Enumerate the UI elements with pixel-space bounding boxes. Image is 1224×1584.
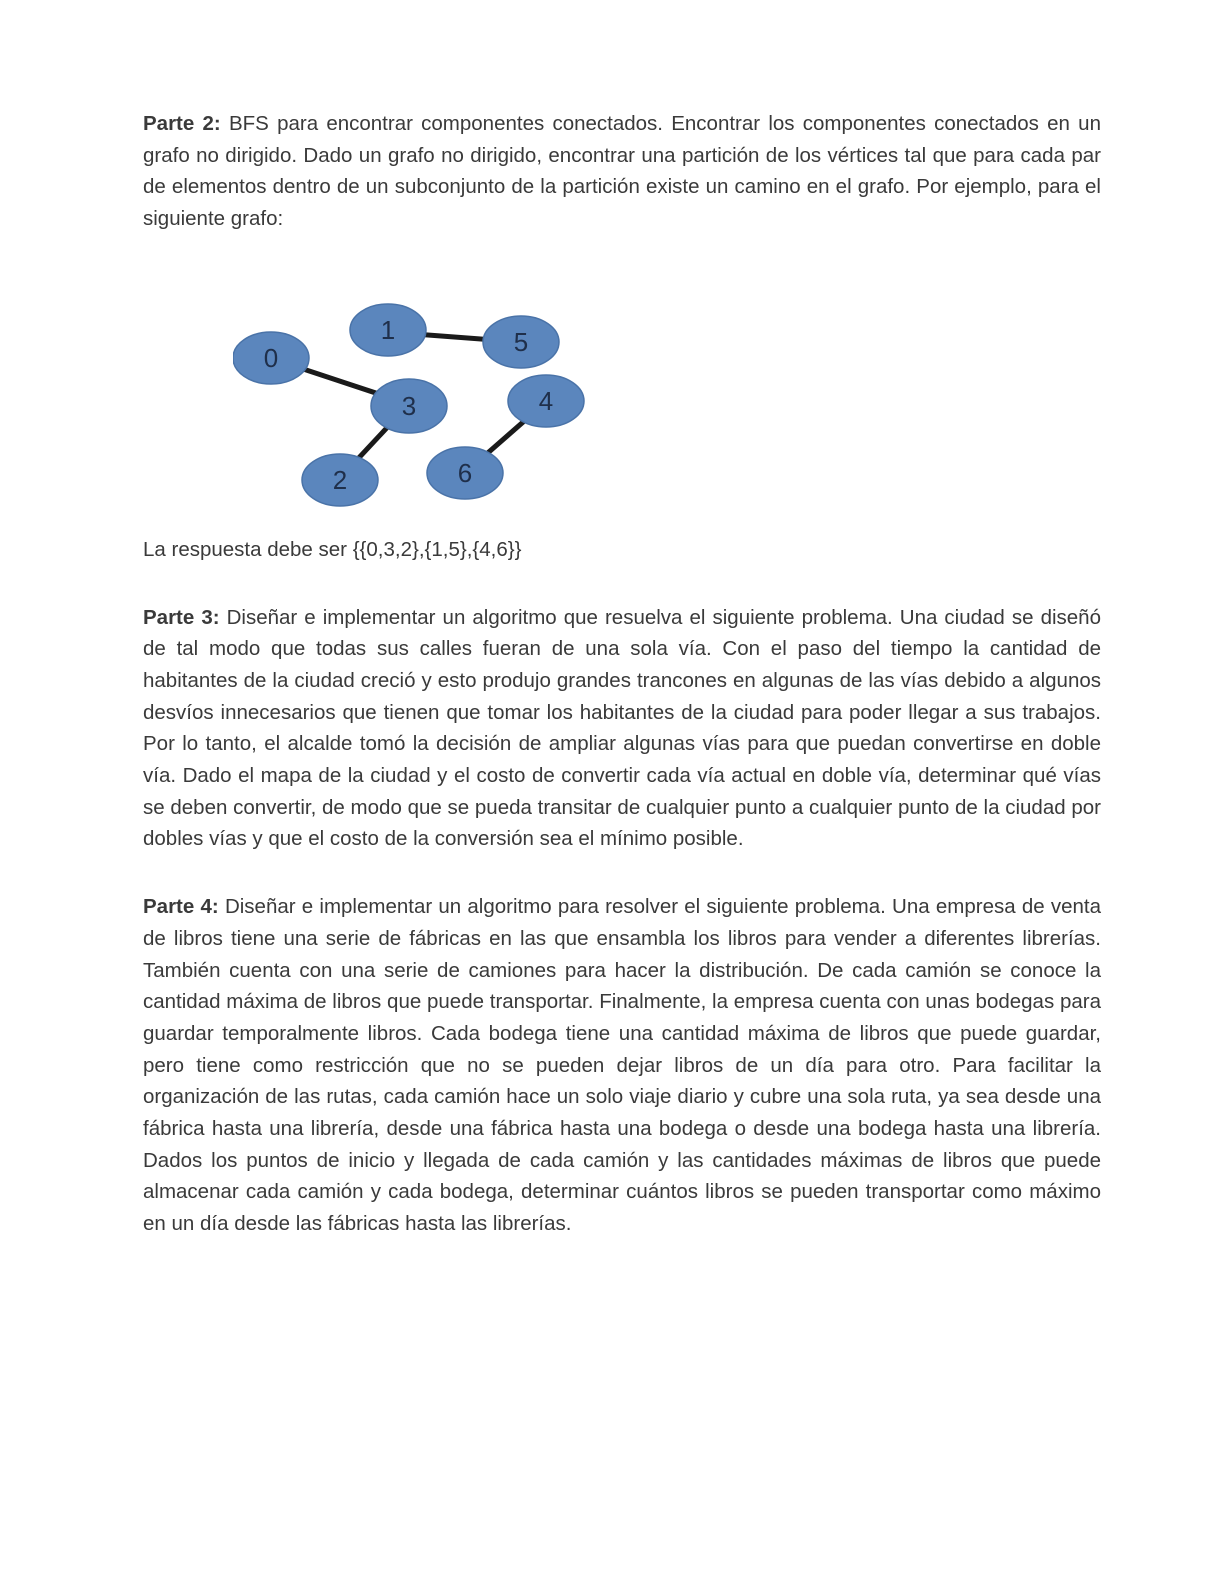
graph-node-label: 5 <box>513 326 529 357</box>
graph-node-0 <box>233 332 309 384</box>
parte2-text: BFS para encontrar componentes conectados. Encontrar los componentes conectados en un grafo no dirigido. Dado un grafo no dirigido, encontrar una partición de los vértices tal que para cada par de elementos dentro de un subconjunto de la partición existe un camino en el grafo. Por ejemplo, para el siguiente grafo: <box>143 112 1101 231</box>
parte3-label: Parte 3: <box>143 605 220 629</box>
graph-node-3 <box>371 379 447 433</box>
graph-node-label: 1 <box>380 314 396 345</box>
graph-node-4 <box>508 375 584 427</box>
graph-node-2 <box>302 454 378 506</box>
graph-figure <box>233 282 693 512</box>
graph-node-label: 6 <box>457 457 473 488</box>
graph-node-label: 4 <box>538 385 554 416</box>
graph-node-5 <box>483 316 559 368</box>
graph-node-6 <box>427 447 503 499</box>
parte2-label: Parte 2: <box>143 112 221 135</box>
parte4-text: Diseñar e implementar un algoritmo para resolver el siguiente problema. Una empresa de venta de libros tiene una serie de fábricas en las que ensambla los libros para vender a diferentes librerías. También cuenta con una serie de camiones para hacer la distribución. De cada camión se conoce la cantidad máxima de libros que puede transportar. Finalmente, la empresa cuenta con unas bodegas para guardar temporalmente libros. Cada bodega tiene una cantidad máxima de libros que puede guardar, pero tiene como restricción que no se pueden dejar libros de un día para otro. Para facilitar la organización de las rutas, cada camión hace un solo viaje diario y cubre una sola ruta, ya sea desde una fábrica hasta una librería, desde una fábrica hasta una bodega o desde una bodega hasta una librería. Dados los puntos de inicio y llegada de cada camión y las cantidades máximas de libros que puede almacenar cada camión y cada bodega, determinar cuántos libros se pueden transportar como máximo en un día desde las fábricas hasta las librerías. <box>143 895 1101 1236</box>
graph-node-label: 0 <box>263 342 279 373</box>
parte4-paragraph <box>143 891 1101 1240</box>
graph-node-label: 2 <box>332 464 348 495</box>
parte2-paragraph <box>143 108 1101 235</box>
parte3-paragraph <box>143 602 1101 856</box>
document-page <box>143 108 1101 1240</box>
graph-node-1 <box>350 304 426 356</box>
parte4-label: Parte 4: <box>143 895 219 919</box>
parte3-text: Diseñar e implementar un algoritmo que resuelva el siguiente problema. Una ciudad se diseñó de tal modo que todas sus calles fueran de una sola vía. Con el paso del tiempo la cantidad de habitantes de la ciudad creció y esto produjo grandes trancones en algunas de las vías debido a algunos desvíos innecesarios que tienen que tomar los habitantes de la ciudad para poder llegar a sus trabajos. Por lo tanto, el alcalde tomó la decisión de ampliar algunas vías para que puedan convertirse en doble vía. Dado el mapa de la ciudad y el costo de convertir cada vía actual en doble vía, determinar qué vías se deben convertir, de modo que se pueda transitar de cualquier punto a cualquier punto de la ciudad por dobles vías y que el costo de la conversión sea el mínimo posible. <box>143 605 1101 851</box>
answer-line: La respuesta debe ser {{0,3,2},{1,5},{4,6}} <box>143 537 522 561</box>
graph-node-label: 3 <box>401 390 417 421</box>
